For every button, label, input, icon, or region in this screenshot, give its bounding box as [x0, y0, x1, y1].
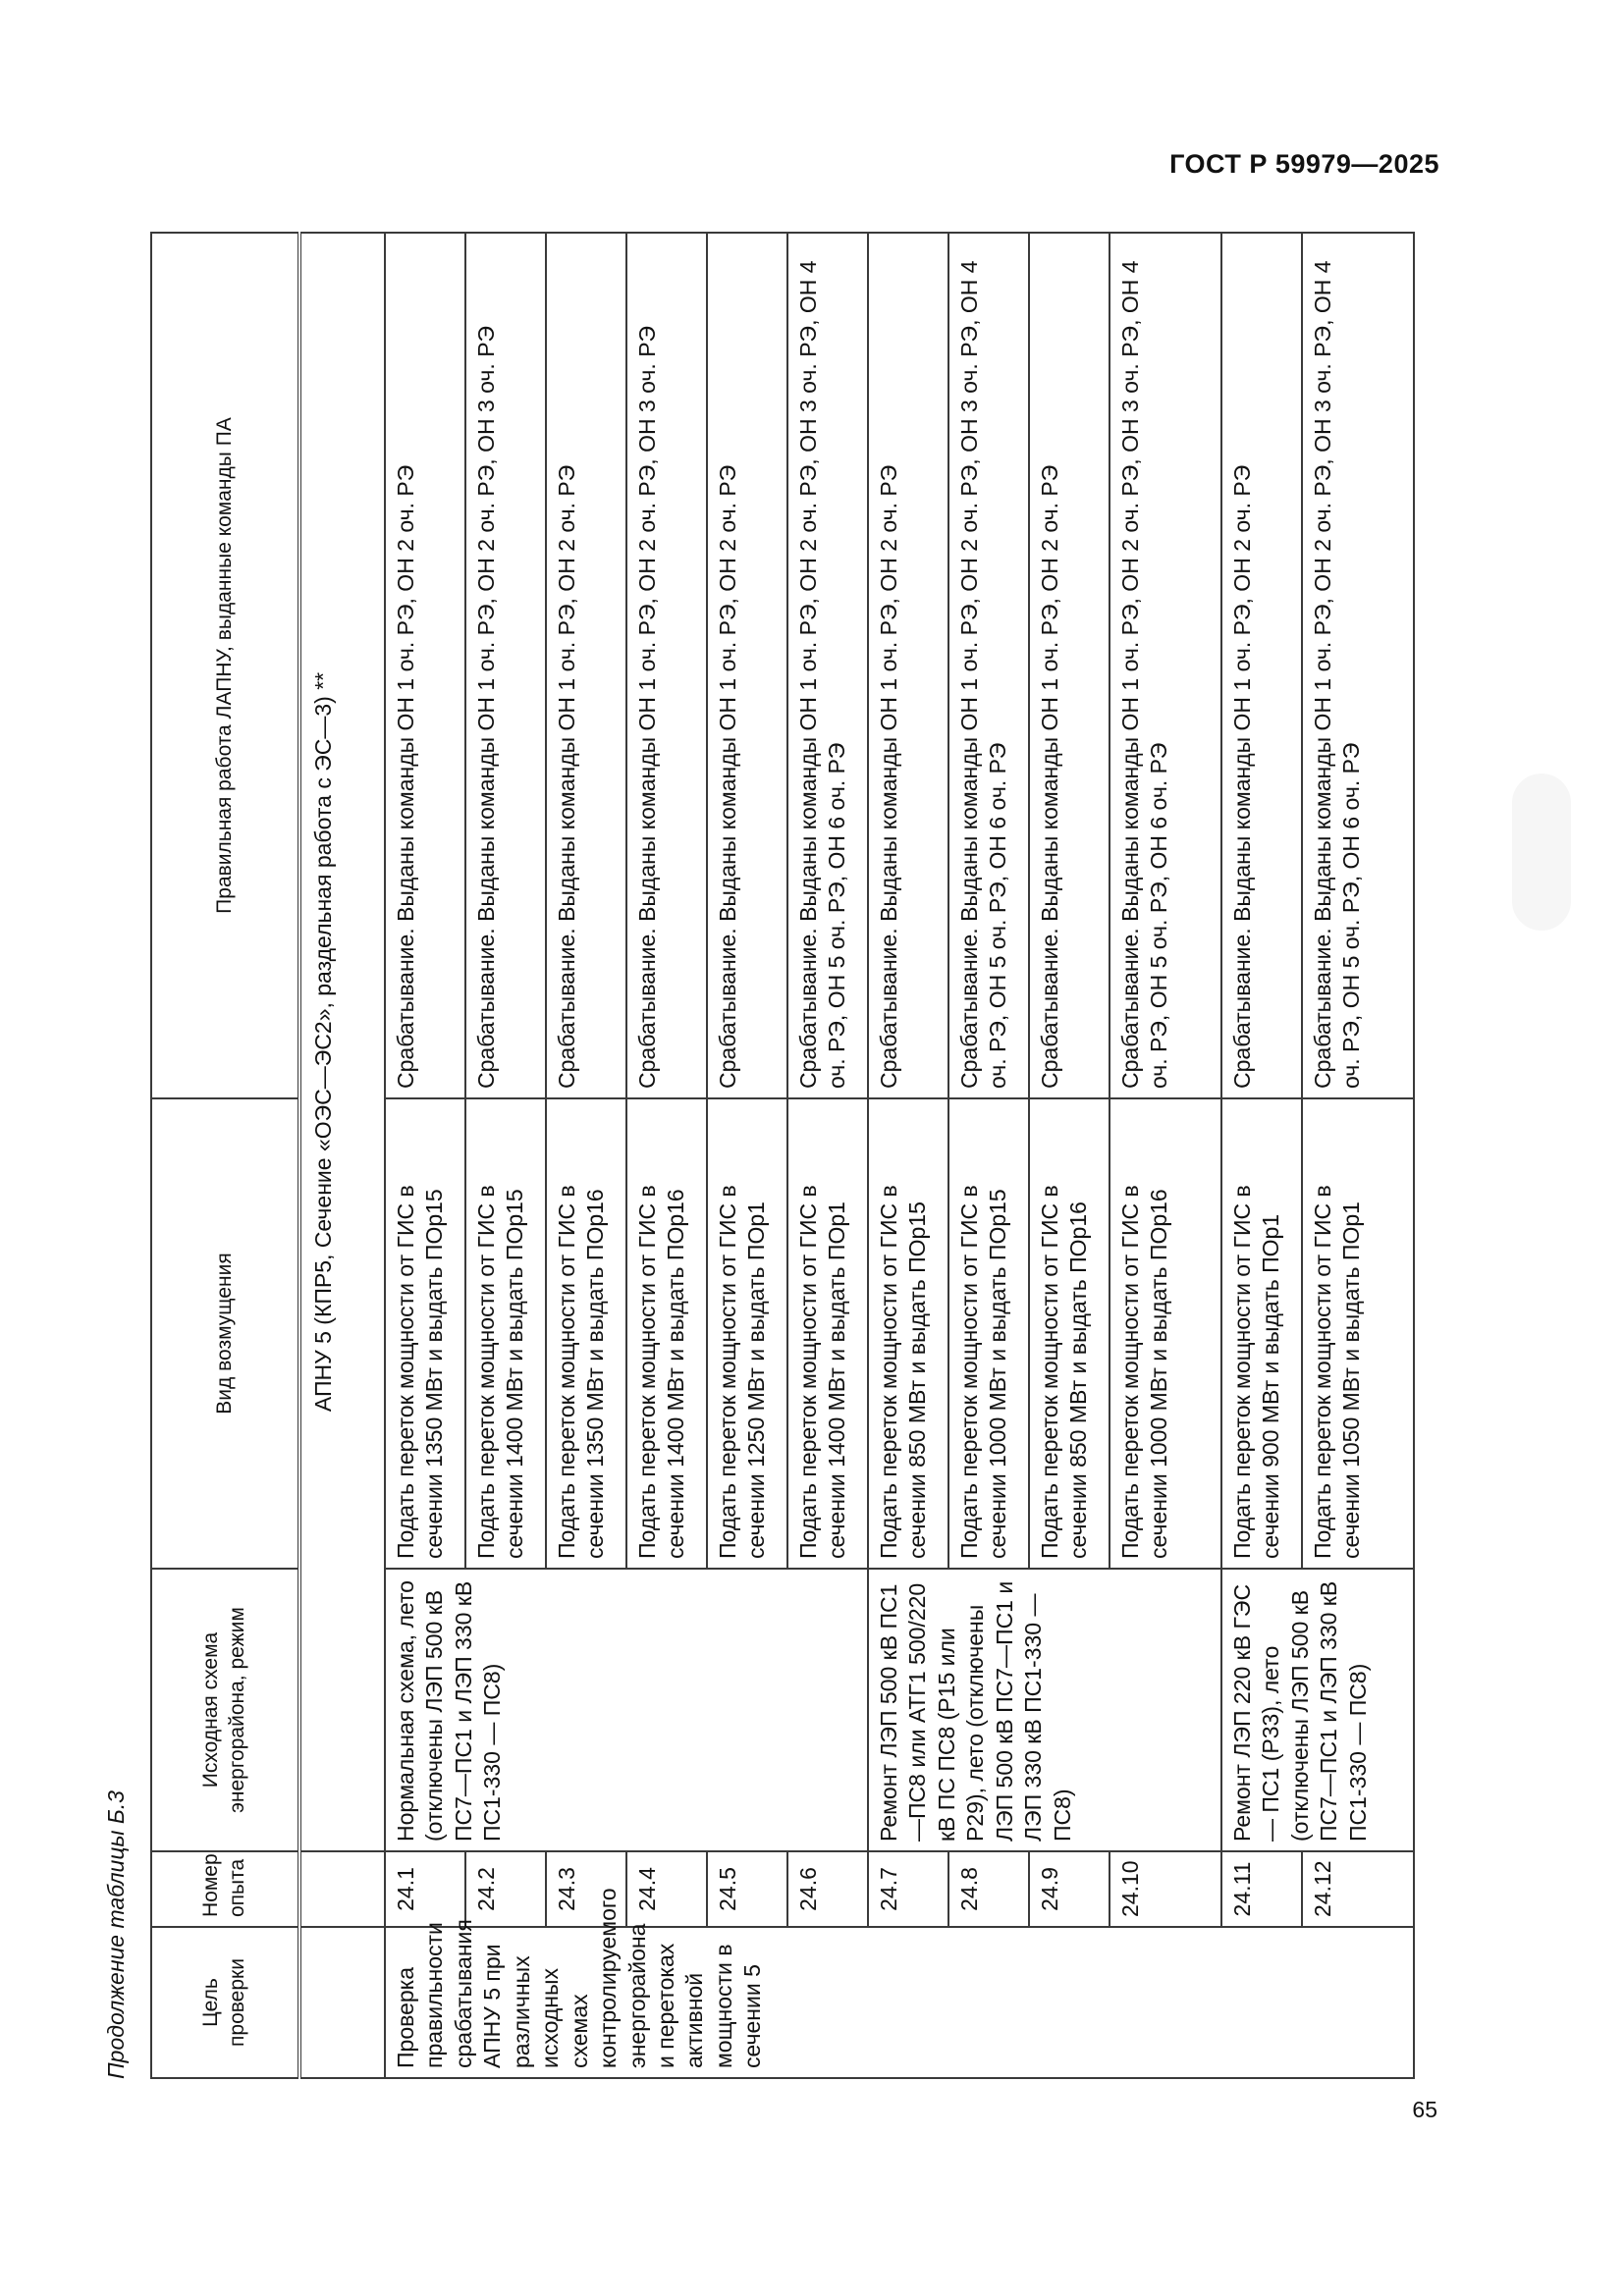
section-empty-cell — [299, 1927, 385, 2078]
section-row — [299, 233, 385, 2078]
result-cell: Срабатывание. Выданы команды ОН 1 оч. РЭ, ОН 2 оч. РЭ — [385, 233, 465, 1098]
scheme-cell: Нормальная схема, лето (отключены ЛЭП 500 кВ ПС7—ПС1 и ЛЭП 330 кВ ПС1-330 — ПС8) — [385, 1569, 868, 1851]
section-title: АПНУ 5 (КПР5, Сечение «ОЭС—ЭС2», раздельная работа с ЭС—3) ** — [299, 233, 385, 1851]
result-cell: Срабатывание. Выданы команды ОН 1 оч. РЭ, ОН 2 оч. РЭ, ОН 3 оч. РЭ, ОН 4 оч. РЭ, ОН 5 оч. РЭ, ОН 6 оч. РЭ — [787, 233, 868, 1098]
col-header-scheme: Исходная схема энергорайона, режим — [151, 1569, 299, 1851]
disturbance-cell: Подать переток мощности от ГИС в сечении 1400 МВт и выдать ПОр15 — [465, 1098, 546, 1569]
result-cell: Срабатывание. Выданы команды ОН 1 оч. РЭ, ОН 2 оч. РЭ — [868, 233, 948, 1098]
disturbance-cell: Подать переток мощности от ГИС в сечении 850 МВт и выдать ПОр15 — [868, 1098, 948, 1569]
rotated-table-page — [103, 234, 1380, 2079]
col-header-goal: Цель проверки — [151, 1927, 299, 2078]
result-cell: Срабатывание. Выданы команды ОН 1 оч. РЭ, ОН 2 оч. РЭ, ОН 3 оч. РЭ, ОН 4 оч. РЭ, ОН 5 оч. РЭ, ОН 6 оч. РЭ — [1110, 233, 1221, 1098]
table-row — [1221, 233, 1302, 2078]
row-number: 24.10 — [1110, 1851, 1221, 1927]
standard-header: ГОСТ Р 59979—2025 — [1169, 149, 1439, 179]
col-header-number: Номер опыта — [151, 1851, 299, 1927]
table-row — [868, 233, 948, 2078]
section-empty-cell — [299, 1851, 385, 1927]
table-caption: Продолжение таблицы Б.3 — [103, 1790, 129, 2079]
disturbance-cell: Подать переток мощности от ГИС в сечении 1000 МВт и выдать ПОр15 — [948, 1098, 1029, 1569]
result-cell: Срабатывание. Выданы команды ОН 1 оч. РЭ, ОН 2 оч. РЭ, ОН 3 оч. РЭ — [465, 233, 546, 1098]
row-number: 24.4 — [626, 1851, 707, 1927]
row-number: 24.11 — [1221, 1851, 1302, 1927]
disturbance-cell: Подать переток мощности от ГИС в сечении 850 МВт и выдать ПОр16 — [1029, 1098, 1110, 1569]
result-cell: Срабатывание. Выданы команды ОН 1 оч. РЭ, ОН 2 оч. РЭ, ОН 3 оч. РЭ, ОН 4 оч. РЭ, ОН 5 оч. РЭ, ОН 6 оч. РЭ — [948, 233, 1029, 1098]
row-number: 24.9 — [1029, 1851, 1110, 1927]
disturbance-cell: Подать переток мощности от ГИС в сечении 1350 МВт и выдать ПОр15 — [385, 1098, 465, 1569]
result-cell: Срабатывание. Выданы команды ОН 1 оч. РЭ, ОН 2 оч. РЭ, ОН 3 оч. РЭ — [626, 233, 707, 1098]
col-header-result: Правильная работа ЛАПНУ, выданные команды ПА — [151, 233, 299, 1098]
scheme-cell: Ремонт ЛЭП 500 кВ ПС1—ПС8 или АТГ1 500/220 кВ ПС ПС8 (Р15 или Р29), лето (отключены ЛЭП 500 кВ ПС7—ПС1 и ЛЭП 330 кВ ПС1-330 — ПС8) — [868, 1569, 1221, 1851]
disturbance-cell: Подать переток мощности от ГИС в сечении 1050 МВт и выдать ПОр1 — [1302, 1098, 1414, 1569]
disturbance-cell: Подать переток мощности от ГИС в сечении 900 МВт и выдать ПОр1 — [1221, 1098, 1302, 1569]
disturbance-cell: Подать переток мощности от ГИС в сечении 1400 МВт и выдать ПОр1 — [787, 1098, 868, 1569]
disturbance-cell: Подать переток мощности от ГИС в сечении 1000 МВт и выдать ПОр16 — [1110, 1098, 1221, 1569]
row-number: 24.6 — [787, 1851, 868, 1927]
result-cell: Срабатывание. Выданы команды ОН 1 оч. РЭ, ОН 2 оч. РЭ — [546, 233, 626, 1098]
row-number: 24.8 — [948, 1851, 1029, 1927]
col-header-disturbance: Вид возмущения — [151, 1098, 299, 1569]
row-number: 24.1 — [385, 1851, 465, 1927]
scheme-cell: Ремонт ЛЭП 220 кВ ГЭС — ПС1 (Р33), лето (отключены ЛЭП 500 кВ ПС7—ПС1 и ЛЭП 330 кВ ПС1-330 — ПС8) — [1221, 1569, 1414, 1851]
table-row — [385, 233, 465, 2078]
row-number: 24.5 — [707, 1851, 787, 1927]
result-cell: Срабатывание. Выданы команды ОН 1 оч. РЭ, ОН 2 оч. РЭ — [707, 233, 787, 1098]
row-number: 24.3 — [546, 1851, 626, 1927]
goal-cell: Проверка правильности срабатывания АПНУ 5 при различных исходных схемах контролируемого энергорайона и перетоках активной мощности в сечении 5 — [385, 1927, 1414, 2078]
page-number: 65 — [1412, 2097, 1437, 2122]
disturbance-cell: Подать переток мощности от ГИС в сечении 1400 МВт и выдать ПОр16 — [626, 1098, 707, 1569]
result-cell: Срабатывание. Выданы команды ОН 1 оч. РЭ, ОН 2 оч. РЭ — [1221, 233, 1302, 1098]
test-table — [150, 232, 1415, 2079]
disturbance-cell: Подать переток мощности от ГИС в сечении 1350 МВт и выдать ПОр16 — [546, 1098, 626, 1569]
result-cell: Срабатывание. Выданы команды ОН 1 оч. РЭ, ОН 2 оч. РЭ — [1029, 233, 1110, 1098]
result-cell: Срабатывание. Выданы команды ОН 1 оч. РЭ, ОН 2 оч. РЭ, ОН 3 оч. РЭ, ОН 4 оч. РЭ, ОН 5 оч. РЭ, ОН 6 оч. РЭ — [1302, 233, 1414, 1098]
disturbance-cell: Подать переток мощности от ГИС в сечении 1250 МВт и выдать ПОр1 — [707, 1098, 787, 1569]
row-number: 24.7 — [868, 1851, 948, 1927]
row-number: 24.2 — [465, 1851, 546, 1927]
table-header-row — [151, 233, 299, 2078]
faint-watermark — [1512, 774, 1571, 931]
row-number: 24.12 — [1302, 1851, 1414, 1927]
